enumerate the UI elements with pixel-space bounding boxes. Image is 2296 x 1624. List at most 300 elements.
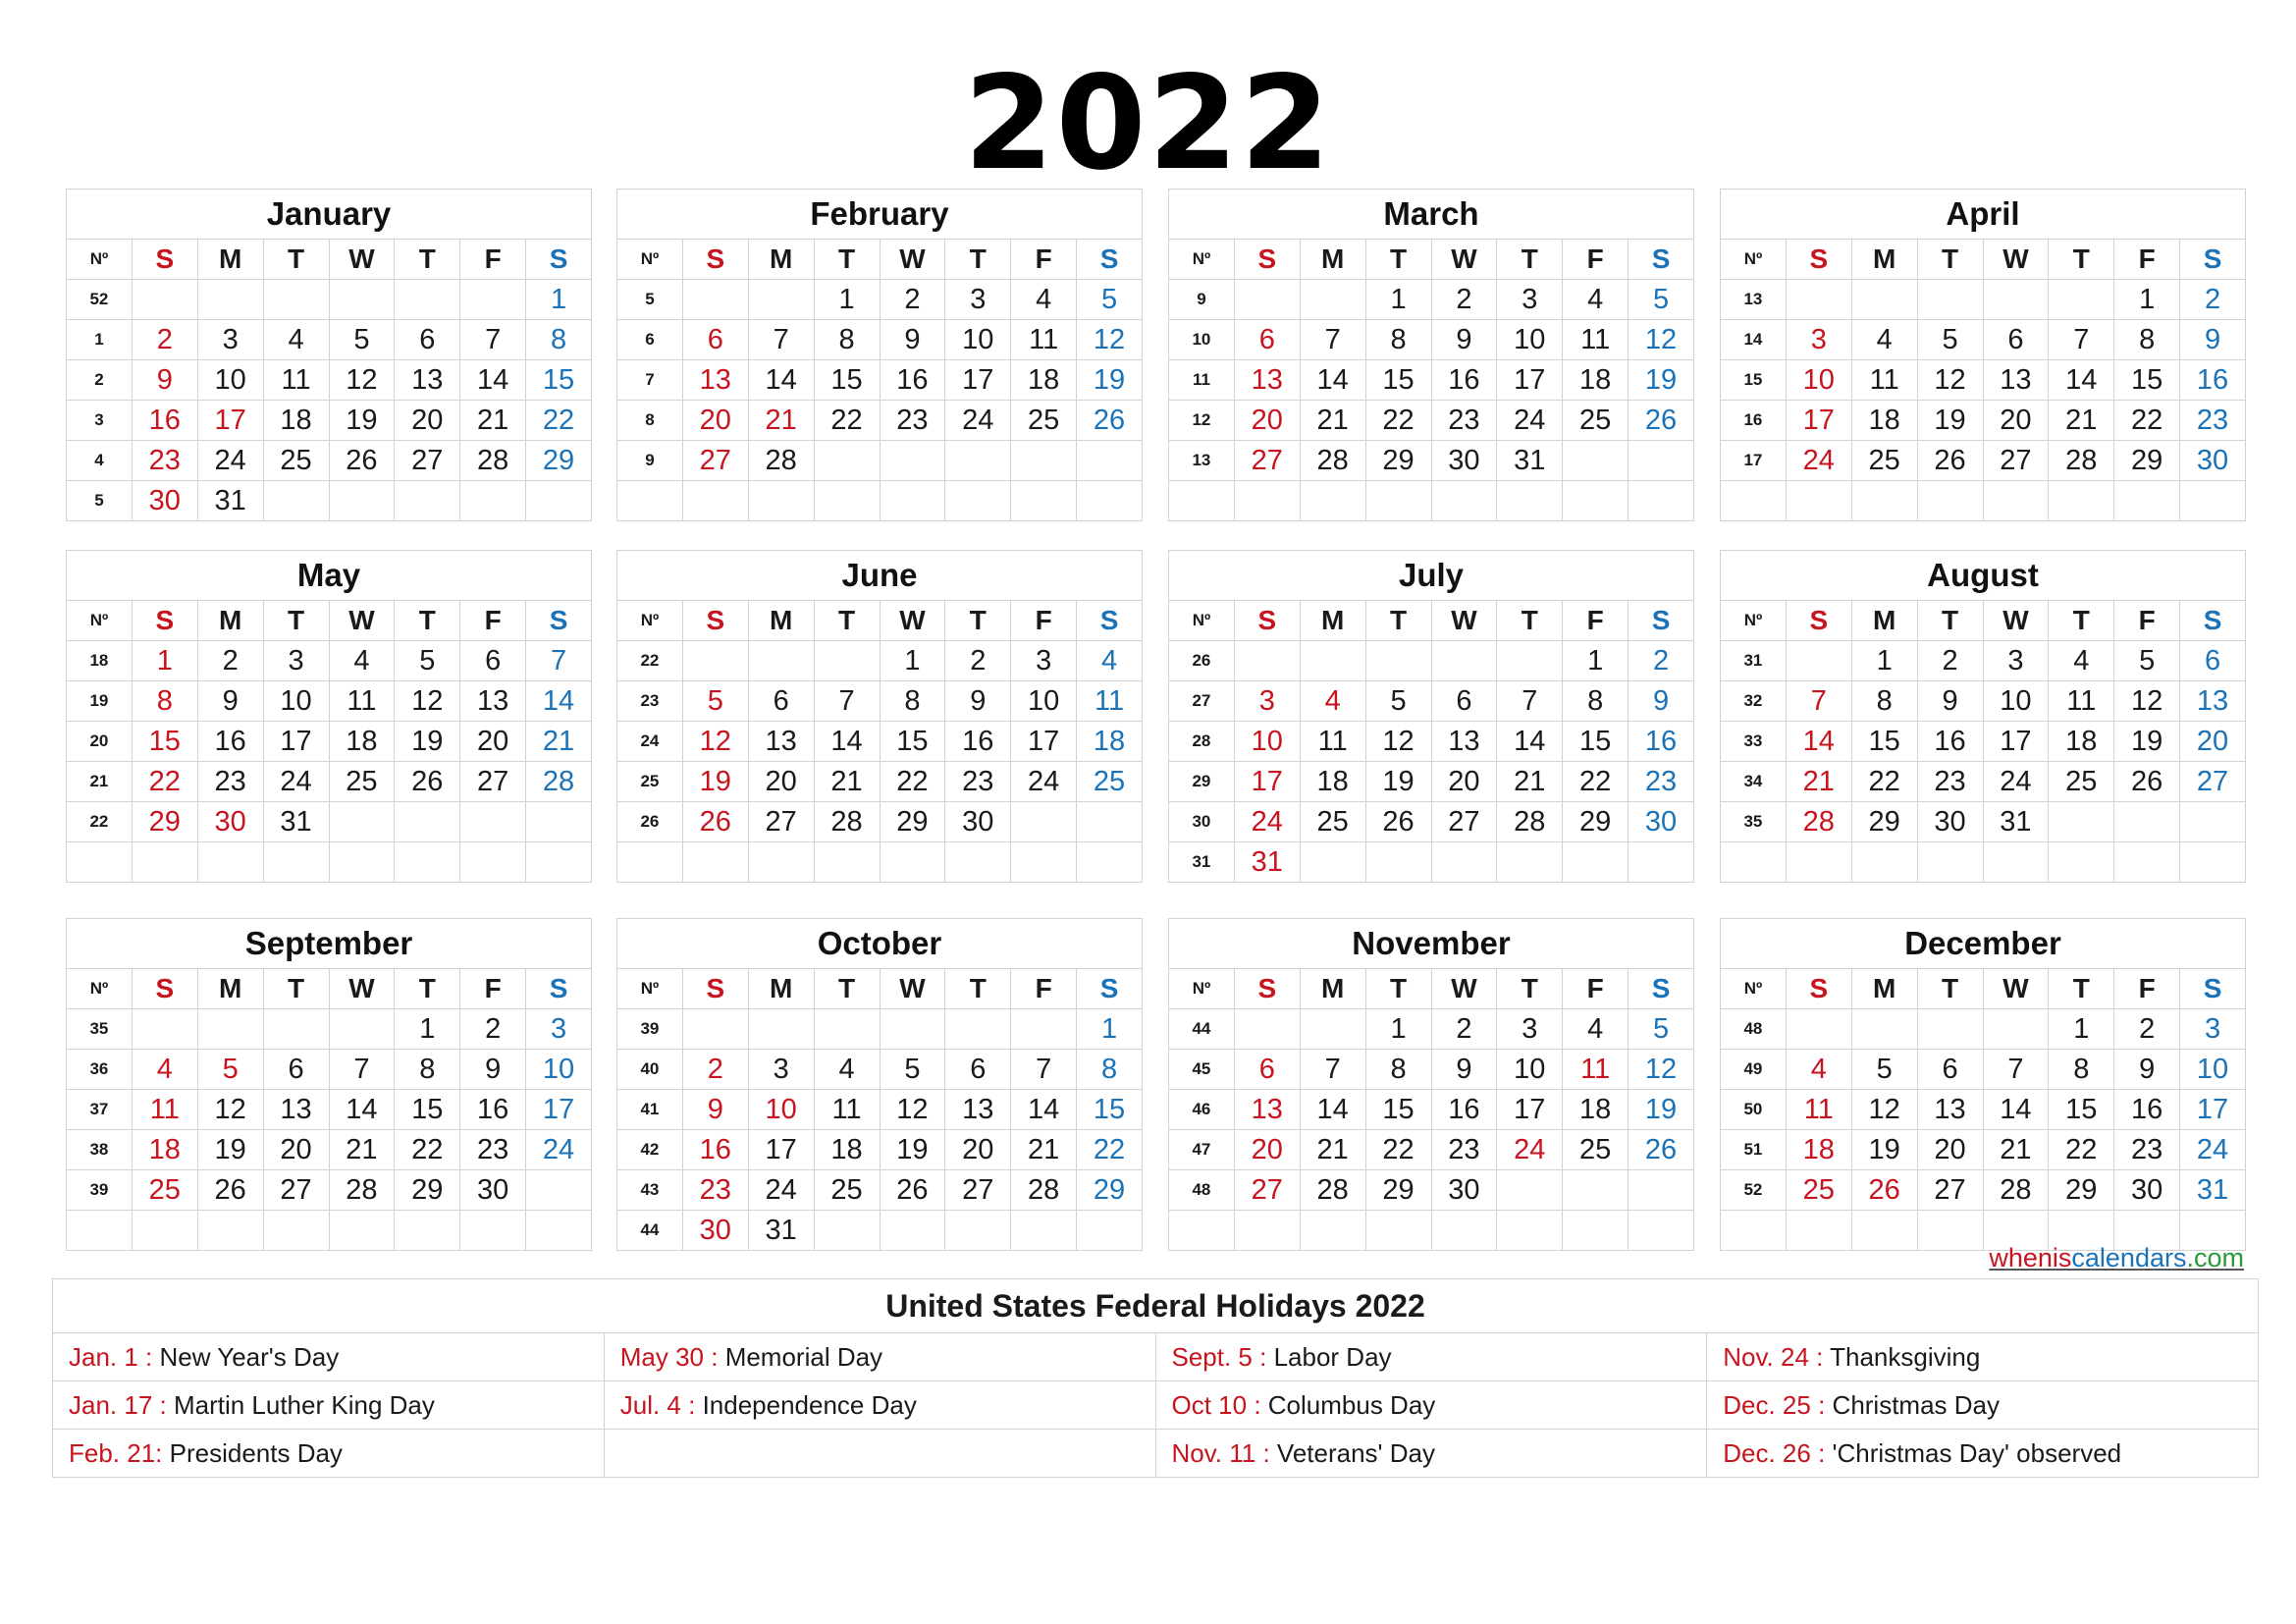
day-cell: 14 [1300, 1090, 1365, 1130]
day-cell: 5 [329, 320, 395, 360]
holiday-date: May 30 : [619, 1341, 719, 1372]
weekday-header: S [1234, 601, 1300, 641]
day-cell: 7 [748, 320, 814, 360]
day-cell: 7 [2049, 320, 2114, 360]
week-row [1169, 802, 1694, 842]
weekday-header: M [1851, 240, 1917, 280]
day-cell: 2 [460, 1009, 526, 1050]
day-cell: 15 [1563, 722, 1629, 762]
day-cell: 28 [1983, 1170, 2049, 1211]
month-calendar [616, 189, 1143, 521]
day-cell [814, 441, 880, 481]
week-row [67, 280, 592, 320]
week-number: 38 [67, 1130, 133, 1170]
holiday-cell [53, 1430, 605, 1478]
week-row [617, 762, 1143, 802]
day-cell [1431, 481, 1497, 521]
day-cell [1851, 481, 1917, 521]
day-cell: 29 [526, 441, 592, 481]
week-row [617, 441, 1143, 481]
day-cell: 8 [1563, 681, 1629, 722]
weekday-header: T [263, 969, 329, 1009]
day-cell [1431, 1211, 1497, 1251]
weekday-header: W [1431, 969, 1497, 1009]
day-cell [329, 481, 395, 521]
weekday-header: M [197, 969, 263, 1009]
week-number: 37 [67, 1090, 133, 1130]
day-cell: 17 [526, 1090, 592, 1130]
month-calendar [1168, 550, 1694, 883]
weekday-header: T [263, 601, 329, 641]
day-cell: 5 [880, 1050, 945, 1090]
day-cell: 21 [1983, 1130, 2049, 1170]
day-cell [1497, 842, 1563, 883]
day-cell [814, 1211, 880, 1251]
holiday-cell [1155, 1333, 1707, 1381]
week-row [617, 681, 1143, 722]
day-cell: 14 [1300, 360, 1365, 401]
holiday-date: Nov. 11 : [1171, 1437, 1270, 1468]
day-cell: 21 [1300, 401, 1365, 441]
day-cell: 16 [460, 1090, 526, 1130]
week-row [67, 762, 592, 802]
day-cell: 22 [1365, 1130, 1431, 1170]
day-cell: 24 [526, 1130, 592, 1170]
day-cell [1365, 641, 1431, 681]
day-cell: 19 [682, 762, 748, 802]
day-cell: 16 [197, 722, 263, 762]
day-cell: 21 [1497, 762, 1563, 802]
week-row [1721, 802, 2246, 842]
week-row [617, 1130, 1143, 1170]
day-cell [814, 1009, 880, 1050]
week-number: 47 [1169, 1130, 1235, 1170]
day-cell: 20 [945, 1130, 1011, 1170]
day-cell [1077, 842, 1143, 883]
week-row [617, 481, 1143, 521]
day-cell [1497, 641, 1563, 681]
day-cell [329, 802, 395, 842]
day-cell: 26 [329, 441, 395, 481]
week-number: 20 [67, 722, 133, 762]
day-cell [1983, 280, 2049, 320]
source-part-whenis: whenis [1989, 1243, 2072, 1272]
day-cell [263, 481, 329, 521]
weekday-header: T [1497, 240, 1563, 280]
weekday-header: S [682, 240, 748, 280]
day-cell [460, 1211, 526, 1251]
week-row [67, 1211, 592, 1251]
day-cell: 10 [197, 360, 263, 401]
day-cell: 31 [748, 1211, 814, 1251]
week-number [1169, 1211, 1235, 1251]
day-cell: 8 [1851, 681, 1917, 722]
day-cell: 19 [329, 401, 395, 441]
day-cell: 22 [526, 401, 592, 441]
day-cell [1563, 1170, 1629, 1211]
day-cell [197, 842, 263, 883]
day-cell: 20 [1234, 1130, 1300, 1170]
day-cell: 4 [132, 1050, 197, 1090]
day-cell: 6 [2180, 641, 2246, 681]
day-cell: 16 [880, 360, 945, 401]
day-cell [682, 280, 748, 320]
week-row [67, 722, 592, 762]
week-number: 21 [67, 762, 133, 802]
day-cell [945, 441, 1011, 481]
day-cell: 19 [1851, 1130, 1917, 1170]
day-cell: 3 [1011, 641, 1077, 681]
day-cell [1629, 842, 1694, 883]
day-cell: 24 [1497, 401, 1563, 441]
day-cell: 11 [2049, 681, 2114, 722]
week-row [1169, 1009, 1694, 1050]
source-link[interactable] [1989, 1243, 2244, 1273]
weekday-header: T [814, 240, 880, 280]
day-cell [526, 1170, 592, 1211]
day-cell [748, 1009, 814, 1050]
day-cell: 17 [263, 722, 329, 762]
day-cell: 9 [2114, 1050, 2180, 1090]
day-cell: 6 [1431, 681, 1497, 722]
week-row [1721, 1130, 2246, 1170]
weekday-header: S [1786, 969, 1851, 1009]
day-cell [2049, 280, 2114, 320]
day-cell: 21 [460, 401, 526, 441]
week-row [67, 681, 592, 722]
week-row [67, 1130, 592, 1170]
week-row [617, 360, 1143, 401]
day-cell: 23 [880, 401, 945, 441]
holiday-cell [53, 1333, 605, 1381]
day-cell: 20 [1431, 762, 1497, 802]
holiday-name: Veterans' Day [1269, 1437, 1435, 1468]
day-cell: 14 [1011, 1090, 1077, 1130]
day-cell [682, 481, 748, 521]
day-cell: 6 [1983, 320, 2049, 360]
week-number [1169, 481, 1235, 521]
week-row [67, 641, 592, 681]
day-cell: 23 [132, 441, 197, 481]
week-number: 50 [1721, 1090, 1787, 1130]
day-cell: 12 [329, 360, 395, 401]
day-cell: 29 [1365, 1170, 1431, 1211]
day-cell: 15 [395, 1090, 460, 1130]
day-cell [395, 280, 460, 320]
day-cell: 19 [395, 722, 460, 762]
day-cell: 8 [1077, 1050, 1143, 1090]
weekday-header: W [880, 969, 945, 1009]
day-cell: 5 [395, 641, 460, 681]
day-cell: 30 [1431, 1170, 1497, 1211]
week-number: 36 [67, 1050, 133, 1090]
weekday-header: F [2114, 601, 2180, 641]
day-cell: 21 [1786, 762, 1851, 802]
weekday-header: M [1851, 601, 1917, 641]
day-cell: 9 [197, 681, 263, 722]
week-number: 29 [1169, 762, 1235, 802]
weekday-header: T [2049, 601, 2114, 641]
day-cell [132, 280, 197, 320]
day-cell: 10 [2180, 1050, 2246, 1090]
month-calendar [616, 550, 1143, 883]
week-number: 49 [1721, 1050, 1787, 1090]
week-number: 39 [617, 1009, 683, 1050]
week-number: 5 [617, 280, 683, 320]
week-row [1169, 1130, 1694, 1170]
day-cell: 9 [1431, 1050, 1497, 1090]
week-row [1169, 320, 1694, 360]
day-cell: 27 [748, 802, 814, 842]
day-cell: 16 [1431, 1090, 1497, 1130]
month-calendar [616, 918, 1143, 1251]
weekday-header: T [263, 240, 329, 280]
weekday-header: W [329, 969, 395, 1009]
month-name: August [1721, 551, 2246, 601]
day-cell [1300, 641, 1365, 681]
day-cell: 4 [2049, 641, 2114, 681]
week-number-header: Nº [67, 601, 133, 641]
day-cell: 16 [945, 722, 1011, 762]
day-cell: 2 [2114, 1009, 2180, 1050]
day-cell: 13 [748, 722, 814, 762]
day-cell: 24 [263, 762, 329, 802]
day-cell: 5 [1629, 280, 1694, 320]
day-cell: 28 [1300, 1170, 1365, 1211]
day-cell [748, 280, 814, 320]
weekday-header: S [2180, 601, 2246, 641]
week-number: 6 [617, 320, 683, 360]
day-cell: 7 [1497, 681, 1563, 722]
day-cell: 3 [197, 320, 263, 360]
day-cell: 10 [748, 1090, 814, 1130]
day-cell: 1 [1365, 280, 1431, 320]
day-cell [2049, 842, 2114, 883]
day-cell: 20 [1917, 1130, 1983, 1170]
day-cell: 6 [945, 1050, 1011, 1090]
holiday-date: Dec. 25 : [1723, 1389, 1826, 1420]
week-number: 43 [617, 1170, 683, 1211]
day-cell: 2 [880, 280, 945, 320]
holiday-name: Martin Luther King Day [166, 1389, 435, 1420]
weekday-header: W [880, 601, 945, 641]
day-cell: 31 [2180, 1170, 2246, 1211]
weekday-header: F [1011, 240, 1077, 280]
day-cell: 1 [2049, 1009, 2114, 1050]
day-cell: 2 [2180, 280, 2246, 320]
day-cell: 4 [329, 641, 395, 681]
day-cell: 9 [1917, 681, 1983, 722]
day-cell [2114, 842, 2180, 883]
day-cell: 21 [748, 401, 814, 441]
day-cell: 11 [132, 1090, 197, 1130]
day-cell: 23 [1431, 1130, 1497, 1170]
day-cell: 21 [2049, 401, 2114, 441]
day-cell: 28 [460, 441, 526, 481]
day-cell: 11 [814, 1090, 880, 1130]
week-number: 39 [67, 1170, 133, 1211]
day-cell [2114, 802, 2180, 842]
month-name: January [67, 189, 592, 240]
day-cell [1011, 441, 1077, 481]
week-number-header: Nº [1169, 601, 1235, 641]
day-cell: 4 [1851, 320, 1917, 360]
week-number: 13 [1721, 280, 1787, 320]
day-cell: 25 [1786, 1170, 1851, 1211]
day-cell [460, 802, 526, 842]
day-cell: 3 [1786, 320, 1851, 360]
day-cell [395, 842, 460, 883]
weekday-header: S [1077, 969, 1143, 1009]
day-cell: 21 [329, 1130, 395, 1170]
day-cell: 16 [132, 401, 197, 441]
day-cell: 3 [1497, 1009, 1563, 1050]
weekday-header: M [748, 240, 814, 280]
weekday-header: T [2049, 969, 2114, 1009]
weekday-header: T [945, 969, 1011, 1009]
day-cell: 15 [2114, 360, 2180, 401]
day-cell: 29 [132, 802, 197, 842]
day-cell: 28 [814, 802, 880, 842]
day-cell: 31 [1497, 441, 1563, 481]
day-cell [880, 842, 945, 883]
week-number: 4 [67, 441, 133, 481]
weekday-header: T [395, 601, 460, 641]
weekday-header: S [526, 601, 592, 641]
weekday-header: W [1431, 240, 1497, 280]
weekday-header: T [1917, 601, 1983, 641]
day-cell: 21 [814, 762, 880, 802]
day-cell: 10 [1011, 681, 1077, 722]
day-cell: 17 [1011, 722, 1077, 762]
week-row [1169, 762, 1694, 802]
day-cell: 3 [748, 1050, 814, 1090]
weekday-header: S [2180, 240, 2246, 280]
week-row [67, 1050, 592, 1090]
day-cell [1786, 1009, 1851, 1050]
weekday-header: F [1563, 240, 1629, 280]
weekday-header: F [1011, 601, 1077, 641]
day-cell: 10 [1234, 722, 1300, 762]
day-cell: 7 [814, 681, 880, 722]
day-cell [132, 1009, 197, 1050]
week-row [617, 842, 1143, 883]
day-cell: 1 [526, 280, 592, 320]
day-cell [526, 842, 592, 883]
day-cell [1077, 481, 1143, 521]
day-cell: 12 [1917, 360, 1983, 401]
day-cell [1300, 1211, 1365, 1251]
day-cell: 24 [2180, 1130, 2246, 1170]
week-number: 44 [1169, 1009, 1235, 1050]
week-row [1721, 762, 2246, 802]
day-cell: 15 [2049, 1090, 2114, 1130]
holiday-date: Feb. 21: [69, 1437, 163, 1468]
day-cell: 15 [1365, 1090, 1431, 1130]
week-row [67, 1170, 592, 1211]
day-cell: 24 [945, 401, 1011, 441]
week-row [617, 280, 1143, 320]
day-cell: 16 [1917, 722, 1983, 762]
day-cell: 12 [1629, 1050, 1694, 1090]
week-number: 48 [1721, 1009, 1787, 1050]
day-cell: 2 [1431, 280, 1497, 320]
month-calendar [1720, 550, 2246, 883]
day-cell: 28 [1497, 802, 1563, 842]
weekday-header: T [1365, 969, 1431, 1009]
week-row [1721, 1170, 2246, 1211]
day-cell [197, 1009, 263, 1050]
week-number-header: Nº [67, 969, 133, 1009]
week-number-header: Nº [1721, 969, 1787, 1009]
day-cell: 19 [2114, 722, 2180, 762]
day-cell: 29 [2114, 441, 2180, 481]
day-cell [1851, 280, 1917, 320]
week-number: 35 [67, 1009, 133, 1050]
day-cell: 15 [814, 360, 880, 401]
week-row [1721, 320, 2246, 360]
week-number: 34 [1721, 762, 1787, 802]
day-cell: 27 [1917, 1170, 1983, 1211]
day-cell: 13 [1917, 1090, 1983, 1130]
day-cell: 24 [1983, 762, 2049, 802]
month-calendar [66, 550, 592, 883]
day-cell: 12 [1629, 320, 1694, 360]
day-cell: 5 [1851, 1050, 1917, 1090]
week-row [1721, 280, 2246, 320]
day-cell [1365, 481, 1431, 521]
day-cell: 6 [460, 641, 526, 681]
month-name: October [617, 919, 1143, 969]
day-cell [1497, 1170, 1563, 1211]
day-cell [1917, 280, 1983, 320]
holiday-row [53, 1381, 2259, 1430]
day-cell [460, 481, 526, 521]
day-cell: 28 [1011, 1170, 1077, 1211]
week-row [1169, 481, 1694, 521]
holiday-name: 'Christmas Day' observed [1825, 1437, 2122, 1468]
week-number: 11 [1169, 360, 1235, 401]
week-number-header: Nº [67, 240, 133, 280]
day-cell: 18 [132, 1130, 197, 1170]
holiday-cell [604, 1333, 1155, 1381]
week-number-header: Nº [617, 601, 683, 641]
day-cell [1365, 1211, 1431, 1251]
day-cell: 27 [460, 762, 526, 802]
day-cell: 12 [197, 1090, 263, 1130]
day-cell: 26 [1917, 441, 1983, 481]
week-number: 9 [1169, 280, 1235, 320]
day-cell: 9 [1431, 320, 1497, 360]
day-cell: 1 [1077, 1009, 1143, 1050]
day-cell [1563, 842, 1629, 883]
weekday-header: S [526, 240, 592, 280]
day-cell: 4 [1077, 641, 1143, 681]
weekday-header: F [460, 601, 526, 641]
day-cell: 4 [263, 320, 329, 360]
day-cell: 23 [2180, 401, 2246, 441]
weekday-header: S [526, 969, 592, 1009]
day-cell: 12 [2114, 681, 2180, 722]
day-cell [1983, 1009, 2049, 1050]
day-cell: 21 [1011, 1130, 1077, 1170]
day-cell: 27 [945, 1170, 1011, 1211]
day-cell: 10 [1786, 360, 1851, 401]
day-cell: 4 [1786, 1050, 1851, 1090]
weekday-header: S [1234, 240, 1300, 280]
day-cell: 5 [682, 681, 748, 722]
day-cell: 27 [1234, 1170, 1300, 1211]
